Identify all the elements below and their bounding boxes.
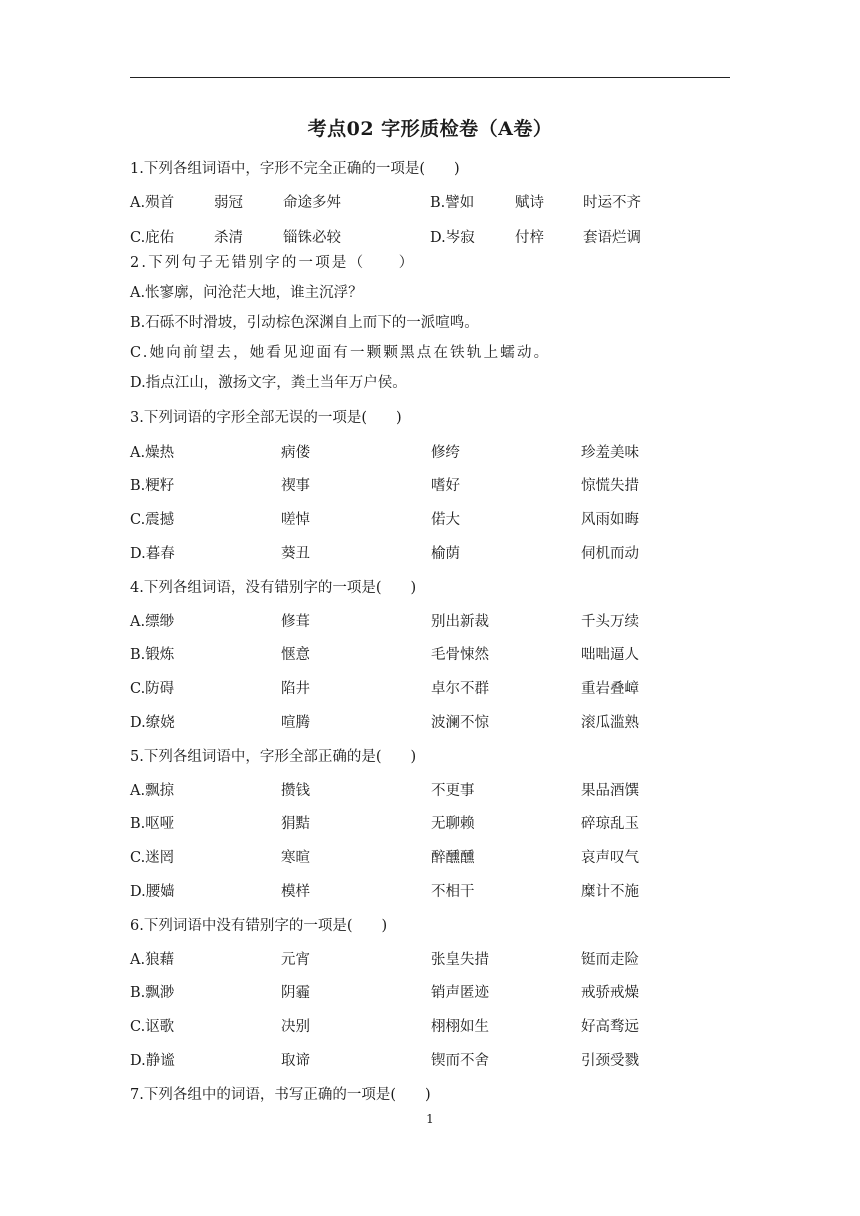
q5-cell: D.腰嫱 — [130, 884, 175, 900]
q6-cell: 戒骄戒燥 — [581, 985, 639, 1001]
q4-cell: B.锻炼 — [130, 647, 175, 663]
q6-cell: C.讴歌 — [130, 1019, 175, 1035]
q4-cell: C.防碍 — [130, 681, 175, 697]
q3-cell: 风雨如晦 — [581, 512, 639, 528]
q6-cell: B.飘渺 — [130, 985, 175, 1001]
question-4-stem: 4.下列各组词语，没有错别字的一项是( ) — [130, 580, 417, 596]
q3-cell: 嗜好 — [431, 478, 460, 494]
q6-cell: D.静谧 — [130, 1053, 175, 1069]
q5-cell: 寒暄 — [281, 850, 310, 866]
q6-cell: 元宵 — [281, 952, 310, 968]
question-7-stem: 7.下列各组中的词语，书写正确的一项是( ) — [130, 1087, 431, 1103]
q5-cell: 哀声叹气 — [581, 850, 639, 866]
q6-cell: 阴霾 — [281, 985, 310, 1001]
q6-cell: A.狼藉 — [130, 952, 175, 968]
q5-cell: 醉醺醺 — [431, 850, 475, 866]
q4-cell: 波澜不惊 — [431, 715, 489, 731]
q4-cell: 陷井 — [281, 681, 310, 697]
q3-cell: C.震撼 — [130, 512, 175, 528]
q5-cell: 碎琼乱玉 — [581, 816, 639, 832]
q5-cell: C.迷罔 — [130, 850, 175, 866]
q1-option-a-word1: A.殒首 — [130, 195, 175, 211]
q4-cell: 喧腾 — [281, 715, 310, 731]
q3-cell: B.粳籽 — [130, 478, 175, 494]
q3-cell: A.燥热 — [130, 445, 175, 461]
q6-cell: 铤而走险 — [581, 952, 639, 968]
q3-cell: 伺机而动 — [581, 546, 639, 562]
q6-cell: 好高骛远 — [581, 1019, 639, 1035]
q4-cell: A.缥缈 — [130, 614, 175, 630]
q4-cell: 咄咄逼人 — [581, 647, 639, 663]
question-1-stem: 1.下列各组词语中，字形不完全正确的一项是( ) — [130, 161, 460, 177]
q3-cell: 嗟悼 — [281, 512, 310, 528]
q1-option-b-word2: 赋诗 — [515, 195, 544, 211]
question-2-stem: 2.下列句子无错别字的一项是（ ） — [130, 255, 416, 271]
q1-option-b-word3: 时运不齐 — [583, 195, 641, 211]
q4-cell: D.缭娆 — [130, 715, 175, 731]
page-title: 考点02 字形质检卷（A卷） — [307, 118, 553, 140]
question-3-stem: 3.下列词语的字形全部无误的一项是( ) — [130, 410, 402, 426]
q1-option-c-word1: C.庇佑 — [130, 230, 175, 246]
q6-cell: 引颈受戮 — [581, 1053, 639, 1069]
q5-cell: 无聊赖 — [431, 816, 475, 832]
q4-cell: 修葺 — [281, 614, 310, 630]
q4-cell: 惬意 — [281, 647, 310, 663]
q4-cell: 千头万续 — [581, 614, 639, 630]
q5-cell: 攒钱 — [281, 783, 310, 799]
q1-option-d-word2: 付梓 — [515, 230, 544, 246]
q1-option-b-word1: B.譬如 — [430, 195, 475, 211]
q1-option-c-word3: 锱铢必较 — [283, 230, 341, 246]
q5-cell: 不相干 — [431, 884, 475, 900]
q6-cell: 张皇失措 — [431, 952, 489, 968]
q4-cell: 别出新裁 — [431, 614, 489, 630]
q1-option-d-word1: D.岑寂 — [430, 230, 475, 246]
q4-cell: 滚瓜滥熟 — [581, 715, 639, 731]
q5-cell: 模样 — [281, 884, 310, 900]
q4-cell: 毛骨悚然 — [431, 647, 489, 663]
question-5-stem: 5.下列各组词语中，字形全部正确的是( ) — [130, 749, 417, 765]
q5-cell: 果品酒馔 — [581, 783, 639, 799]
q3-cell: 珍羞美味 — [581, 445, 639, 461]
q3-cell: D.暮春 — [130, 546, 175, 562]
q1-option-a-word3: 命途多舛 — [283, 195, 341, 211]
q2-option-d: D.指点江山，激扬文字，粪土当年万户侯。 — [130, 375, 407, 391]
q1-option-c-word2: 杀清 — [214, 230, 243, 246]
q6-cell: 取谛 — [281, 1053, 310, 1069]
q3-cell: 葵丑 — [281, 546, 310, 562]
q3-cell: 偌大 — [431, 512, 460, 528]
q3-cell: 病偻 — [281, 445, 310, 461]
q4-cell: 重岩叠嶂 — [581, 681, 639, 697]
q6-cell: 销声匿迹 — [431, 985, 489, 1001]
q5-cell: 糜计不施 — [581, 884, 639, 900]
page-number: 1 — [426, 1112, 434, 1126]
q6-cell: 锲而不舍 — [431, 1053, 489, 1069]
q5-cell: 不更事 — [431, 783, 475, 799]
q2-option-a: A.怅寥廓，问沧茫大地，谁主沉浮？ — [130, 285, 363, 301]
q3-cell: 修绔 — [431, 445, 460, 461]
q6-cell: 栩栩如生 — [431, 1019, 489, 1035]
q5-cell: A.飘掠 — [130, 783, 175, 799]
q5-cell: 狷黠 — [281, 816, 310, 832]
q1-option-a-word2: 弱冠 — [214, 195, 243, 211]
q3-cell: 禊事 — [281, 478, 310, 494]
q2-option-b: B.石砾不时滑坡，引动棕色深渊自上而下的一派喧鸣。 — [130, 315, 479, 331]
q3-cell: 惊慌失措 — [581, 478, 639, 494]
q5-cell: B.呕哑 — [130, 816, 175, 832]
question-6-stem: 6.下列词语中没有错别字的一项是( ) — [130, 918, 388, 934]
q6-cell: 决别 — [281, 1019, 310, 1035]
q4-cell: 卓尔不群 — [431, 681, 489, 697]
q2-option-c: C.她向前望去，她看见迎面有一颗颗黑点在铁轨上蠕动。 — [130, 345, 551, 361]
q1-option-d-word3: 套语烂调 — [583, 230, 641, 246]
header-rule — [130, 77, 730, 78]
q3-cell: 榆荫 — [431, 546, 460, 562]
